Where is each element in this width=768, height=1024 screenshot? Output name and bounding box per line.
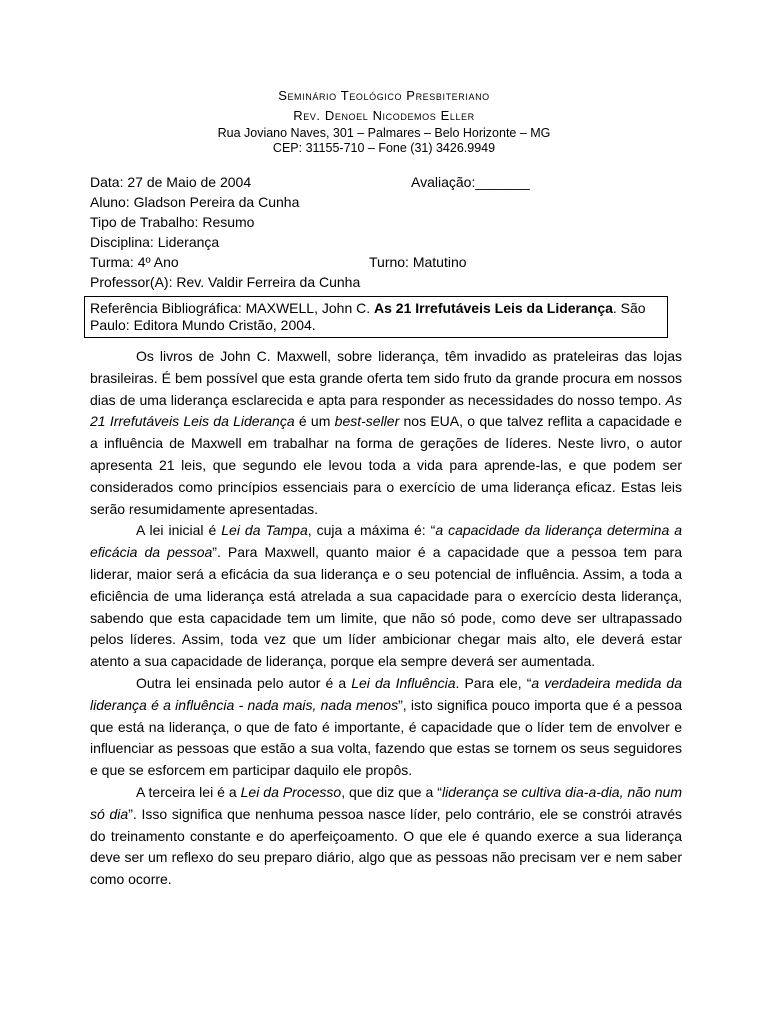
reference-suffix: . São Paulo: Editora Mundo Cristão, 2004.: [90, 300, 646, 333]
paragraph-2: [90, 520, 682, 673]
paragraph-2-text: ”. Para Maxwell, quanto maior é a capacidade que a pessoa tem para liderar, maior será a eficácia da sua liderança e o seu potencial de influência. Assim, a toda a eficiência de uma liderança está atrelada a sua capacidade para o exercício desta liderança, sabendo que esta capacidade tem um limite, que não só pode, como deve ser ultrapassado pelos líderes. Assim, toda vez que um líder ambicionar chegar mais alto, ele deverá estar atento a sua capacidade de liderança, porque ela sempre deverá ser aumentada.: [90, 544, 683, 670]
professor-field: Professor(A): Rev. Valdir Ferreira da Cunha: [90, 274, 361, 290]
paragraph-4-text: ”. Isso significa que nenhuma pessoa nasce líder, pelo contrário, ele se constrói através do treinamento constante e do aperfeiçoamento. O que ele é quando exerce a sua liderança deve ser um reflexo do seu preparo diário, algo que as pessoas não precisam ver e nem saber como ocorre.: [90, 805, 682, 888]
paragraph-2-text: A lei inicial é: [136, 522, 222, 539]
contact-line: CEP: 31155-710 – Fone (31) 3426.9949: [272, 141, 496, 155]
paragraph-3-text: ”, isto significa pouco importa que é a pessoa que está na liderança, o que de fato é importante, é capacidade que o líder tem de envolver e influenciar as pessoas que estão a sua volta, fazendo que estas se tornem os seus seguidores e que se esforcem em participar daquilo ele propôs.: [90, 696, 683, 779]
document-header: [0, 86, 768, 156]
law-name-italic: Lei da Tampa: [221, 522, 308, 539]
meta-row-professor: [90, 272, 690, 292]
best-seller-italic: best-seller: [334, 413, 400, 430]
paragraph-3-text: Outra lei ensinada pelo autor é a: [136, 674, 352, 691]
director-name: Rev. Denoel Nicodemos Eller: [293, 108, 475, 123]
book-title-italic: As 21 Irrefutáveis Leis da Liderança: [90, 391, 682, 430]
meta-row-discipline: [90, 232, 690, 252]
law-quote-italic: a capacidade da liderança determina a eficácia da pessoa: [90, 522, 682, 561]
paragraph-4: [90, 782, 682, 891]
address-line: Rua Joviano Naves, 301 – Palmares – Belo Horizonte – MG: [217, 126, 551, 140]
institution-name: Seminário Teológico Presbiteriano: [278, 88, 490, 103]
paragraph-3: [90, 673, 682, 782]
paragraph-1-text: nos EUA, o que talvez reflita a capacidade e a influência de Maxwell em trabalhar na forma de gerações de líderes. Neste livro, o autor apresenta 21 leis, que segundo ele levou toda a vida para aprende-las, e que podem ser considerados como princípios essenciais para o exercício de uma liderança eficaz. Estas leis serão resumidamente apresentadas.: [90, 413, 682, 517]
law-quote-italic: liderança se cultiva dia-a-dia, não num só dia: [90, 783, 682, 822]
paragraph-2-text: , cuja a máxima é: “: [307, 522, 436, 539]
paragraph-4-text: A terceira lei é a: [136, 783, 241, 800]
law-name-italic: Lei da Influência: [351, 674, 456, 691]
meta-row-student: [90, 192, 690, 212]
shift-field: Turno: Matutino: [369, 254, 467, 270]
paragraph-1-text: Os livros de John C. Maxwell, sobre liderança, têm invadido as prateleiras das lojas brasileiras. É bem possível que esta grande oferta tem sido fruto da grande procura em nossos dias de uma liderança esclarecida e apta para responder as necessidades do nosso tempo.: [90, 348, 682, 408]
metadata-block: [90, 172, 690, 292]
paragraph-1-text: é um: [294, 413, 335, 430]
paragraph-1: [90, 346, 682, 520]
law-quote-italic: a verdadeira medida da liderança é a influência - nada mais, nada menos: [90, 674, 682, 713]
evaluation-field: Avaliação:_______: [411, 174, 530, 190]
paragraph-4-text: , que diz que a “: [341, 783, 442, 800]
bibliographic-reference-box: [84, 296, 668, 338]
law-name-italic: Lei da Processo: [240, 783, 342, 800]
meta-row-work-type: [90, 212, 690, 232]
meta-row-class: [90, 252, 690, 272]
paragraph-3-text: . Para ele, “: [455, 674, 532, 691]
meta-row-date: [90, 172, 690, 192]
reference-prefix: Referência Bibliográfica: MAXWELL, John C.: [90, 300, 375, 316]
work-type-field: Tipo de Trabalho: Resumo: [90, 214, 255, 230]
date-field: Data: 27 de Maio de 2004: [90, 174, 252, 190]
document-body: [90, 346, 682, 891]
student-field: Aluno: Gladson Pereira da Cunha: [90, 194, 300, 210]
discipline-field: Disciplina: Liderança: [90, 234, 220, 250]
class-field: Turma: 4º Ano: [90, 254, 179, 270]
reference-title: As 21 Irrefutáveis Leis da Liderança: [374, 300, 613, 316]
